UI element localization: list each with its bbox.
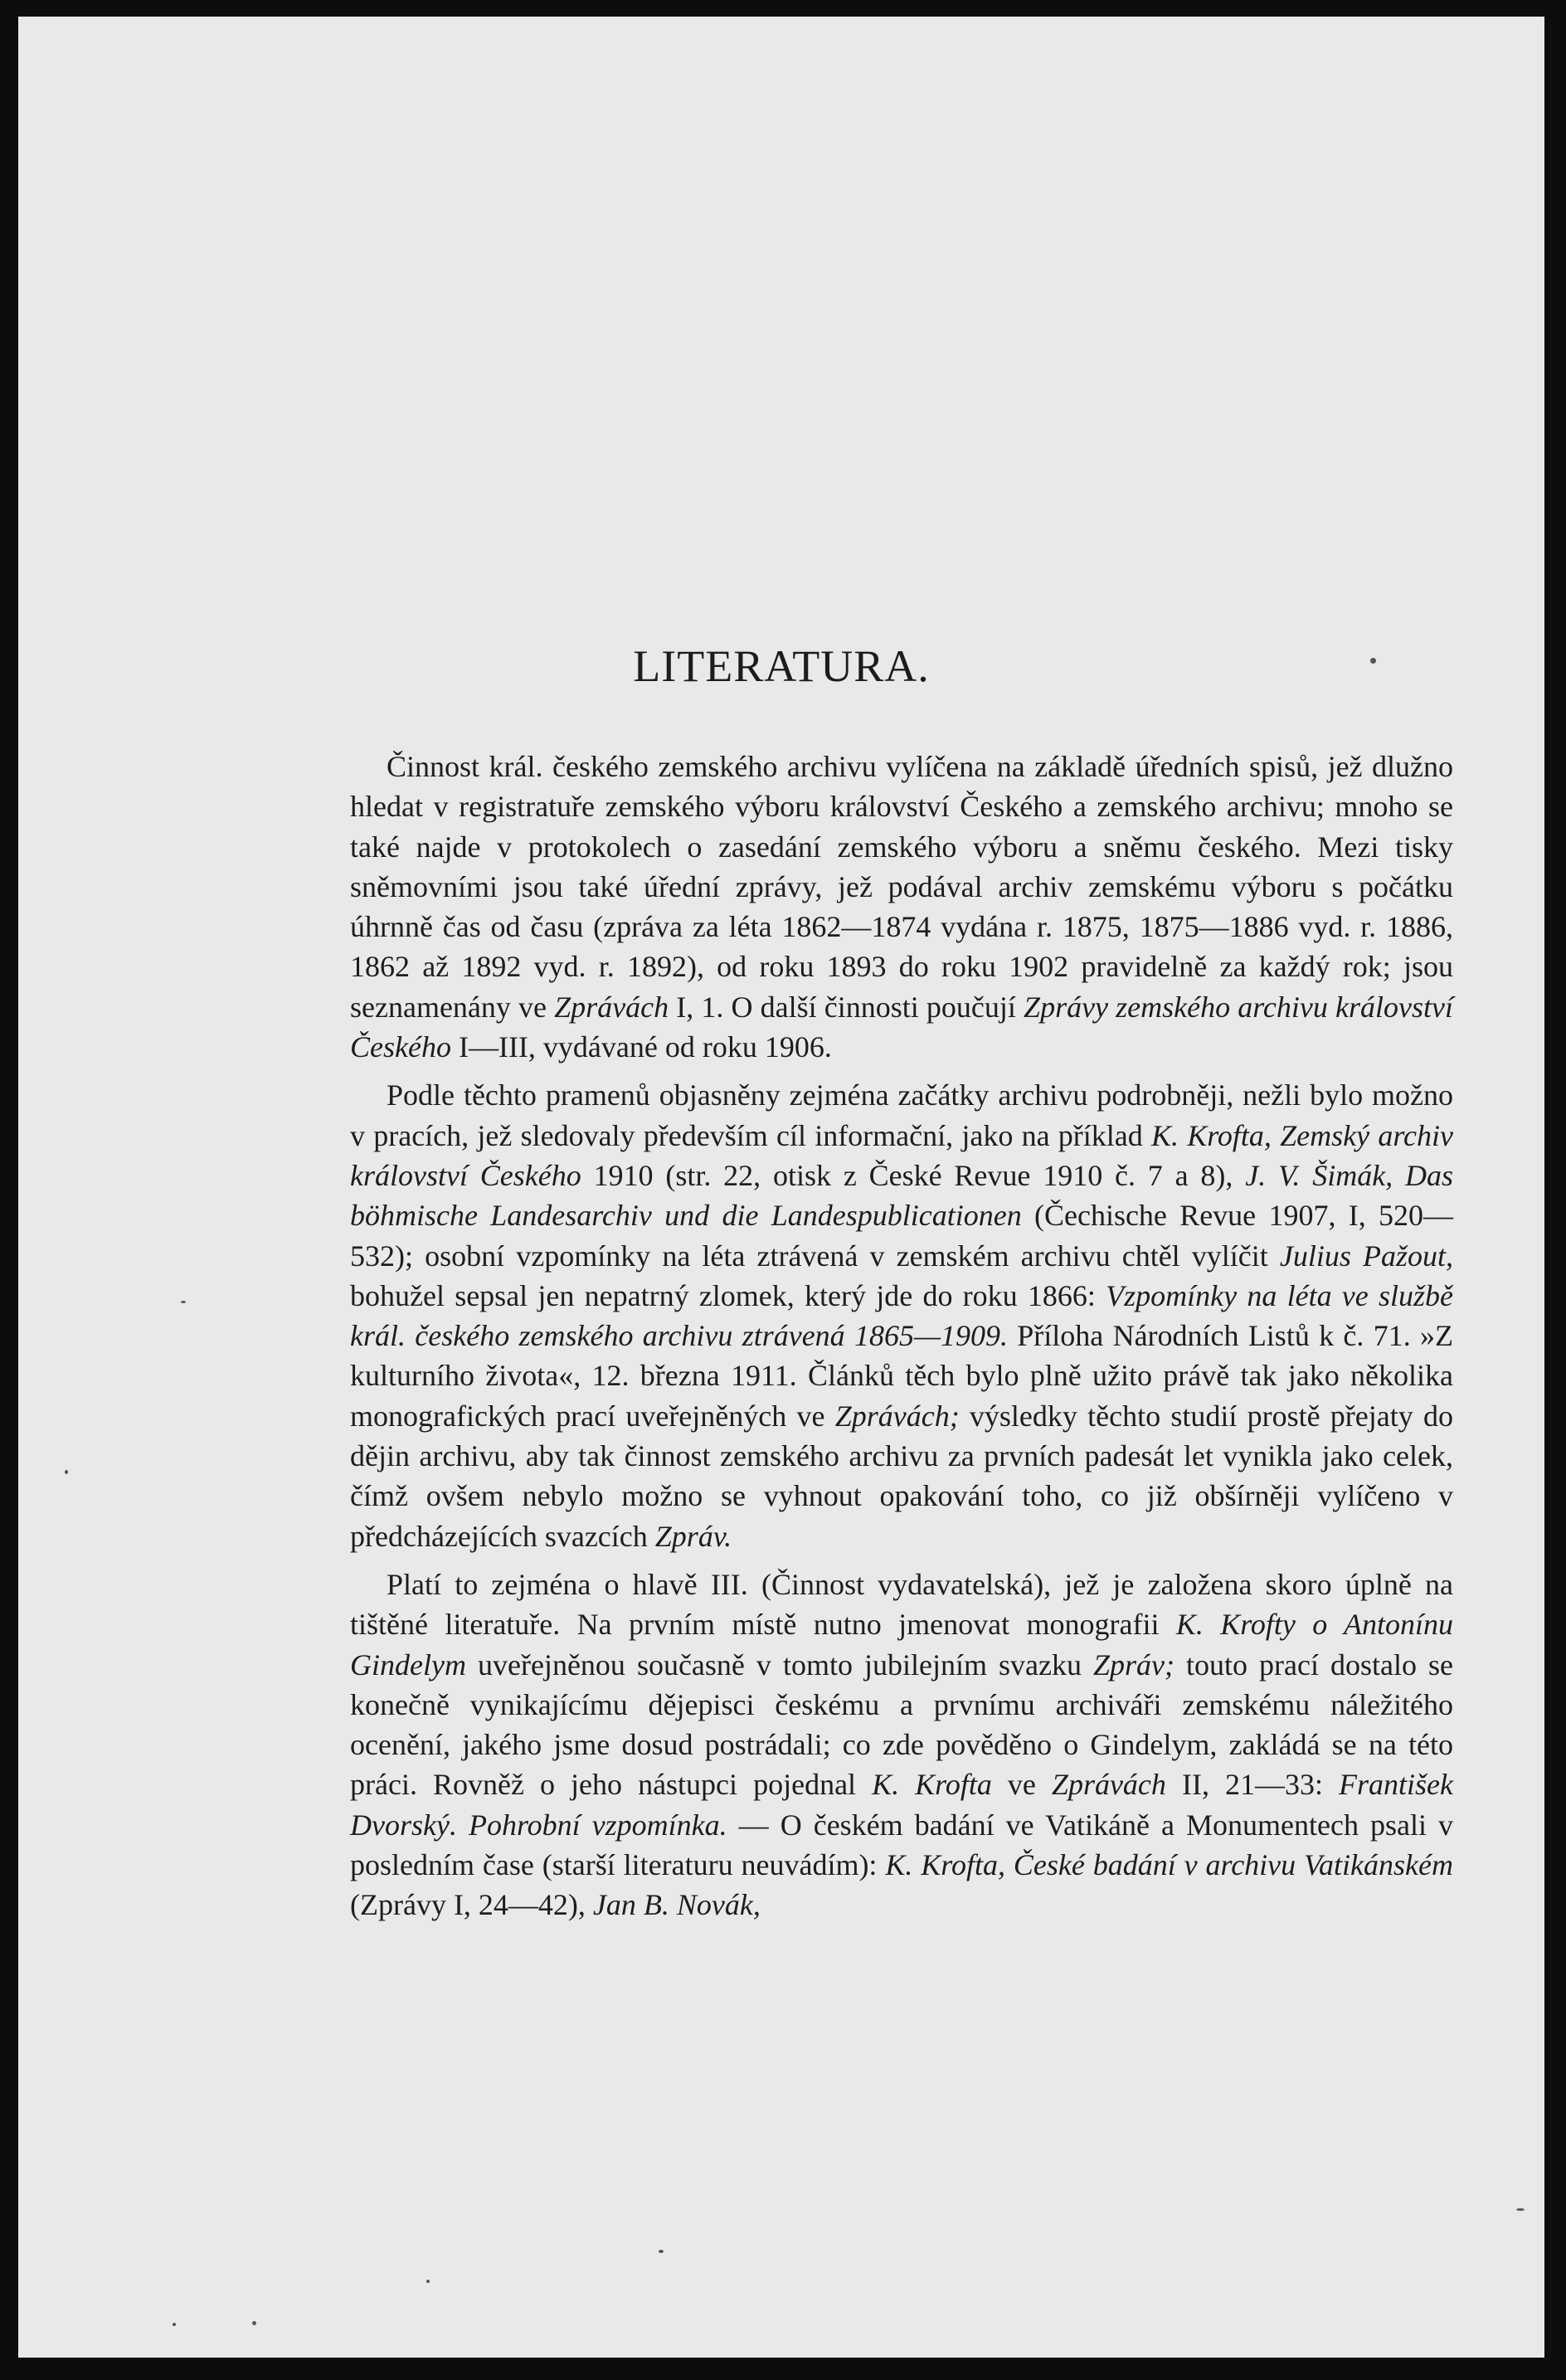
text-run: bohužel sepsal jen nepatrný zlomek, který jde do roku 1866: bbox=[350, 1278, 1106, 1312]
text-run: touto prací dostalo se konečně vynikajícímu dějepisci českému a prvnímu archiváři zemskému náležitého ocenění, jakého jsme dosud postrádali; co zde pověděno o Gindelym, zakládá se na této práci. Rovněž o jeho nástupci pojednal bbox=[350, 1648, 1454, 1802]
text-run: Platí to zejména o hlavě III. (Činnost vydavatelská), jež je založena skoro úplně na tištěné literatuře. Na prvním místě nutno jmenovat monografii bbox=[350, 1567, 1453, 1642]
italic-citation: K. Krofta bbox=[872, 1768, 992, 1802]
italic-citation: Zprávách bbox=[554, 990, 669, 1024]
italic-citation: Vzpomínky na léta ve službě král. českého zemského archivu ztrávená 1865—1909. bbox=[350, 1278, 1454, 1353]
italic-citation: Julius Pažout, bbox=[1279, 1239, 1453, 1273]
italic-citation: J. V. Šimák, Das böhmische Landesarchiv und die Landespublicationen bbox=[350, 1158, 1453, 1233]
page-title: LITERATURA. bbox=[633, 641, 930, 691]
text-run: 1910 (str. 22, otisk z České Revue 1910 č. 7 a 8), bbox=[581, 1158, 1246, 1192]
text-run: — O českém badání ve Vatikáně a Monumentech psali v posledním čase (starší literaturu neuvádím): bbox=[350, 1808, 1453, 1882]
scan-speck bbox=[659, 2250, 664, 2253]
paragraph bbox=[350, 1565, 1453, 1925]
scan-speck bbox=[252, 2321, 256, 2325]
italic-citation: K. Krofta, České badání v archivu Vatikánském bbox=[885, 1848, 1453, 1882]
paragraph bbox=[350, 1075, 1453, 1556]
scan-speck bbox=[65, 1470, 68, 1474]
italic-citation: Zpráv. bbox=[654, 1519, 732, 1553]
italic-citation: Zprávách; bbox=[834, 1399, 960, 1433]
text-run: Činnost král. českého zemského archivu vylíčena na základě úředních spisů, jež dlužno hledat v registratuře zemského výboru království Českého a zemského archivu; mnoho se také najde v protokolech o zasedání zemského výboru a sněmu českého. Mezi tisky sněmovními jsou také úřední zprávy, jež podával archiv zemskému výboru s počátku úhrnně čas od času (zpráva za léta 1862—1874 vydána r. 1875, 1875—1886 vyd. r. 1886, 1862 až 1892 vyd. r. 1892), od roku 1893 do roku 1902 pravidelně za každý rok; jsou seznamenány ve bbox=[350, 750, 1453, 1024]
italic-citation: František Dvorský. Pohrobní vzpomínka. bbox=[350, 1768, 1454, 1842]
paragraph bbox=[350, 747, 1453, 1067]
text-run: I—III, vydávané od roku 1906. bbox=[450, 1030, 832, 1064]
document-page bbox=[18, 17, 1544, 2358]
scan-speck bbox=[426, 2280, 430, 2283]
scan-speck bbox=[1370, 658, 1376, 664]
text-run: (Zprávy I, 24—42), bbox=[350, 1888, 593, 1922]
text-run: II, 21—33: bbox=[1165, 1768, 1340, 1802]
body-text bbox=[350, 747, 1453, 1934]
text-run: ve bbox=[991, 1768, 1052, 1802]
scan-speck bbox=[181, 1301, 186, 1303]
text-run: Podle těchto pramenů objasněny zejména začátky archivu podrobněji, nežli bylo možno v pracích, jež sledovaly především cíl informační, jako na příklad bbox=[350, 1078, 1453, 1152]
text-run: Příloha Národních Listů k č. 71. »Z kulturního života«, 12. března 1911. Článků těch bylo plně užito právě tak jako několika monografických prací uveřejněných ve bbox=[350, 1319, 1453, 1433]
scan-speck bbox=[1516, 2208, 1525, 2211]
scan-speck bbox=[173, 2323, 176, 2326]
text-run: I, 1. O další činnosti poučují bbox=[669, 990, 1024, 1024]
italic-citation: Zprávách bbox=[1051, 1768, 1166, 1802]
text-run: uveřejněnou současně v tomto jubilejním svazku bbox=[465, 1648, 1093, 1682]
italic-citation: Zprávy zemského archivu království Českého bbox=[350, 990, 1453, 1064]
italic-citation: K. Krofta, Zemský archiv království Českého bbox=[350, 1118, 1453, 1192]
text-run: výsledky těchto studií prostě přejaty do dějin archivu, aby tak činnost zemského archivu za prvních padesát let vynikla jako celek, čímž ovšem nebylo možno se vyhnout opakování toho, co již obšírněji vylíčeno v předcházejících svazcích bbox=[350, 1399, 1453, 1553]
italic-citation: K. Krofty o Antonínu Gindelym bbox=[350, 1608, 1453, 1682]
italic-citation: Jan B. Novák, bbox=[592, 1888, 761, 1922]
italic-citation: Zpráv; bbox=[1092, 1648, 1174, 1682]
text-run: (Čechische Revue 1907, I, 520—532); osobní vzpomínky na léta ztrávená v zemském archivu chtěl vylíčit bbox=[350, 1199, 1453, 1273]
